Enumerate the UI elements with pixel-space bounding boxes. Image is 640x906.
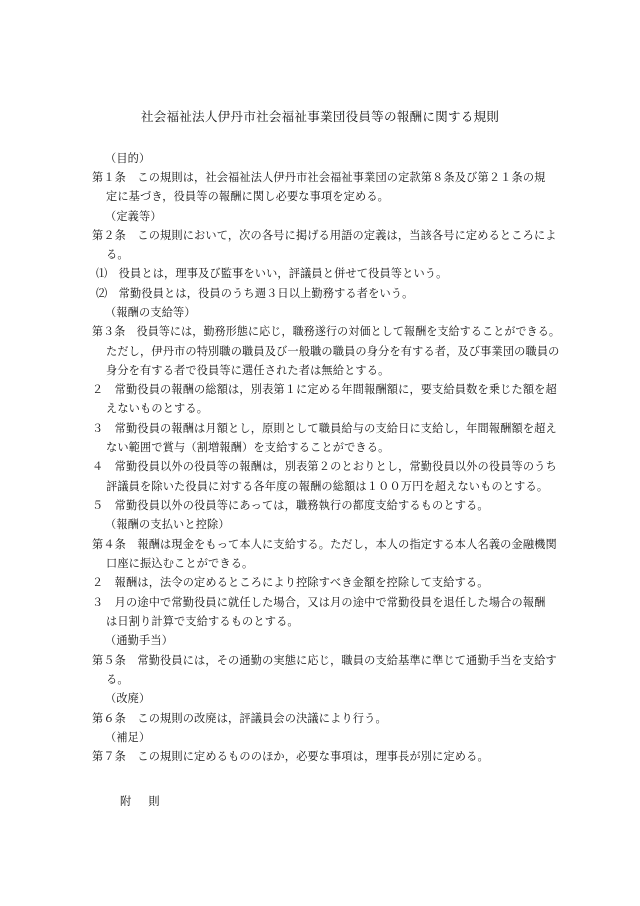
article-3-para-4-line-2: 評議員を除いた役員に対する各年度の報酬の総額は１００万円を超えないものとする。 <box>106 480 549 493</box>
article-3-para-4-line-1: ４ 常勤役員以外の役員等の報酬は，別表第２のとおりとし，常勤役員以外の役員等のうち <box>92 460 557 473</box>
article-5-line-2: る。 <box>106 673 129 686</box>
article-6: 第６条 この規則の改廃は，評議員会の決議により行う。 <box>92 712 387 725</box>
heading-revision: （改廃） <box>105 692 151 705</box>
article-1-line-1: 第１条 この規則は，社会福祉法人伊丹市社会福祉事業団の定款第８条及び第２１条の規 <box>92 171 546 184</box>
article-2-item-1: ⑴ 役員とは，理事及び監事をいい，評議員と併せて役員等という。 <box>96 267 448 280</box>
article-4-line-2: 口座に振込むことができる。 <box>106 557 254 570</box>
heading-purpose: （目的） <box>105 152 151 165</box>
article-2-item-2: ⑵ 常勤役員とは，役員のうち週３日以上勤務する者をいう。 <box>96 287 414 300</box>
article-4-para-3-line-1: ３ 月の途中で常勤役員に就任した場合，又は月の途中で常勤役員を退任した場合の報酬 <box>92 596 546 609</box>
article-3-para-2-line-2: えないものとする。 <box>106 402 209 415</box>
article-3-line-3: 身分を有する者で役員等に選任された者は無給とする。 <box>106 364 390 377</box>
heading-payment: （報酬の支給等） <box>105 306 196 319</box>
article-4-line-1: 第４条 報酬は現金をもって本人に支給する。ただし，本人の指定する本人名義の金融機関 <box>92 538 557 551</box>
article-3-line-1: 第３条 役員等には，勤務形態に応じ，職務遂行の対価として報酬を支給することができる。 <box>92 325 561 338</box>
article-3-para-5: ５ 常勤役員以外の役員等にあっては，職務執行の都度支給するものとする。 <box>92 499 489 512</box>
supplementary-provisions-heading: 附 則 <box>120 795 163 808</box>
article-3-para-2-line-1: ２ 常勤役員の報酬の総額は，別表第１に定める年間報酬額に，要支給員数を乗じた額を超 <box>92 383 557 396</box>
article-2-line-2: る。 <box>106 248 129 261</box>
article-2-line-1: 第２条 この規則において，次の各号に掲げる用語の定義は，当該各号に定めるところによ <box>92 229 557 242</box>
article-5-line-1: 第５条 常勤役員には，その通勤の実態に応じ，職員の支給基準に準じて通勤手当を支給す <box>92 654 557 667</box>
heading-payment-deduction: （報酬の支払いと控除） <box>105 518 230 531</box>
heading-definitions: （定義等） <box>105 210 162 223</box>
heading-commuting: （通勤手当） <box>105 634 174 647</box>
article-3-line-2: ただし，伊丹市の特別職の職員及び一般職の職員の身分を有する者，及び事業団の職員の <box>106 345 560 358</box>
article-4-para-2: ２ 報酬は，法令の定めるところにより控除すべき金額を控除して支給する。 <box>92 576 489 589</box>
article-3-para-3-line-2: ない範囲で賞与（割増報酬）を支給することができる。 <box>106 441 390 454</box>
document-title: 社会福祉法人伊丹市社会福祉事業団役員等の報酬に関する規則 <box>140 109 500 124</box>
article-3-para-3-line-1: ３ 常勤役員の報酬は月額とし，原則として職員給与の支給日に支給し，年間報酬額を超え <box>92 422 557 435</box>
article-4-para-3-line-2: は日割り計算で支給するものとする。 <box>106 615 299 628</box>
article-1-line-2: 定に基づき，役員等の報酬に関し必要な事項を定める。 <box>106 190 389 203</box>
article-7: 第７条 この規則に定めるもののほか，必要な事項は，理事長が別に定める。 <box>92 750 489 763</box>
heading-supplement: （補足） <box>105 731 151 744</box>
